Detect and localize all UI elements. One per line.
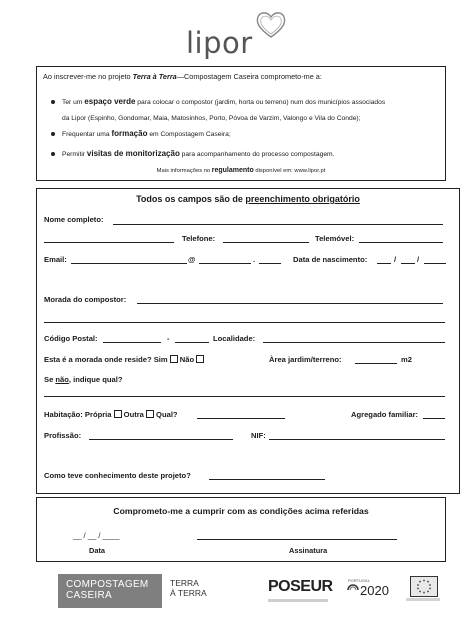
- birth-year-field[interactable]: [424, 263, 446, 264]
- intro-project: Terra à Terra: [132, 72, 177, 81]
- portugal-2020-logo: 2020: [360, 583, 389, 598]
- terra-a-terra-logo: [170, 578, 207, 598]
- intro-suffix: —Compostagem Caseira comprometo-me a:: [176, 72, 322, 81]
- label-area: Àrea jardim/terreno:: [269, 355, 342, 364]
- checkbox-outra[interactable]: [146, 410, 154, 418]
- form-title-pre: Todos os campos são de: [136, 194, 246, 204]
- compostagem-line2: CASEIRA: [66, 590, 113, 601]
- habitacao-qual-field[interactable]: [197, 418, 285, 419]
- morada-field-cont[interactable]: [44, 322, 445, 323]
- nif-field[interactable]: [269, 439, 445, 440]
- bullet-icon: [51, 100, 55, 104]
- postal-code-field[interactable]: [103, 342, 161, 343]
- label-outra: Outra: [123, 410, 144, 419]
- bullet-icon: [51, 152, 55, 156]
- info-bold: regulamento: [211, 167, 254, 174]
- heart-icon: [254, 10, 288, 40]
- email-tld-field[interactable]: [259, 263, 281, 264]
- portugal-label: PORTUGAL: [348, 578, 370, 583]
- se-nao: não: [55, 375, 69, 384]
- poseur-logo: POSEUR: [268, 578, 333, 595]
- label-se-nao: [44, 375, 123, 384]
- bullet3-pre: Permitir: [62, 151, 87, 158]
- poseur-sublogos-icon: [268, 599, 328, 603]
- morada-field[interactable]: [137, 303, 443, 304]
- label-agregado: Agregado familiar:: [351, 410, 419, 419]
- label-email: Email:: [44, 255, 67, 264]
- agregado-field[interactable]: [423, 418, 445, 419]
- se-pre: Se: [44, 375, 56, 384]
- label-profissao: Profissão:: [44, 431, 82, 440]
- date-label: Data: [89, 546, 106, 555]
- date-field[interactable]: __ / __ / ____: [73, 531, 120, 540]
- compostagem-caseira-logo: [58, 574, 162, 608]
- label-codigo-postal: Código Postal:: [44, 334, 98, 343]
- terra-line1: TERRA: [170, 578, 199, 588]
- checkbox-sim[interactable]: [170, 355, 178, 363]
- form-title-underlined: preenchimento obrigatório: [245, 194, 360, 204]
- profissao-field[interactable]: [89, 439, 233, 440]
- outra-morada-field[interactable]: [44, 396, 445, 397]
- se-post: , indique qual?: [68, 375, 123, 384]
- eu-flag-icon: [410, 576, 438, 597]
- portugal-2020-emblem-icon: [346, 583, 360, 597]
- info-post: disponível em: www.lipor.pt: [253, 168, 326, 174]
- label-nome: Nome completo:: [44, 215, 104, 224]
- bullet3-post: para acompanhamento do processo compostagem.: [179, 151, 335, 158]
- postal-suffix-field[interactable]: [175, 342, 209, 343]
- label-qual: Qual?: [156, 410, 178, 419]
- birth-day-field[interactable]: [377, 263, 391, 264]
- label-nao: Não: [179, 355, 195, 364]
- area-field[interactable]: [355, 363, 397, 364]
- email-user-field[interactable]: [71, 263, 187, 264]
- footer-logos: [0, 572, 474, 618]
- signature-label: Assinatura: [289, 546, 328, 555]
- email-dot: .: [253, 255, 256, 264]
- label-morada-reside: [44, 355, 204, 364]
- registration-form: [36, 188, 460, 494]
- label-localidade: Localidade:: [213, 334, 256, 343]
- habitacao-propria: Habitação: Própria: [44, 410, 112, 419]
- label-habitacao: [44, 410, 178, 419]
- bullet1-pre: Ter um: [62, 99, 85, 106]
- bullet3-bold: visitas de monitorização: [86, 149, 180, 158]
- label-m2: m2: [401, 355, 412, 364]
- label-nascimento: Data de nascimento:: [293, 255, 368, 264]
- bullet1-cont: da Lipor (Espinho, Gondomar, Maia, Matosinhos, Porto, Póvoa de Varzim, Valongo e Vila do Conde);: [62, 115, 361, 122]
- commitment-text: Comprometo-me a cumprir com as condições acima referidas: [113, 506, 369, 516]
- bullet-item-visitas: [51, 149, 334, 158]
- bullet2-pre: Frequentar uma: [62, 131, 112, 138]
- conhecimento-field[interactable]: [209, 479, 325, 480]
- bullet-item-espaco: [51, 97, 385, 122]
- eu-caption-icon: [406, 598, 440, 602]
- telefone-field[interactable]: [223, 242, 309, 243]
- label-telemovel: Telemóvel:: [315, 234, 355, 243]
- email-at: @: [188, 255, 196, 264]
- localidade-field[interactable]: [263, 342, 445, 343]
- nome-field[interactable]: [113, 224, 443, 225]
- birth-month-field[interactable]: [401, 263, 415, 264]
- lipor-logo: [186, 26, 296, 62]
- telemovel-field[interactable]: [359, 242, 443, 243]
- postal-dash: -: [167, 334, 170, 343]
- bullet2-bold: formação: [111, 129, 148, 138]
- checkbox-propria[interactable]: [114, 410, 122, 418]
- email-domain-field[interactable]: [199, 263, 251, 264]
- bullet-item-formacao: [51, 129, 231, 138]
- bullet2-post: em Compostagem Caseira;: [147, 131, 231, 138]
- slash-2: /: [417, 255, 420, 264]
- compostagem-line1: COMPOSTAGEM: [66, 579, 149, 590]
- label-conhecimento: Como teve conhecimento deste projeto?: [44, 471, 191, 480]
- commitment-box: [36, 497, 446, 562]
- label-nif: NIF:: [251, 431, 266, 440]
- signature-field[interactable]: [197, 539, 397, 540]
- slash-1: /: [394, 255, 397, 264]
- more-info-text: [37, 167, 445, 174]
- nome-field-cont[interactable]: [44, 242, 174, 243]
- morada-question: Esta é a morada onde reside? Sim: [44, 355, 168, 364]
- bullet1-bold: espaço verde: [84, 97, 136, 106]
- label-morada: Morada do compostor:: [44, 295, 127, 304]
- terra-line2: À TERRA: [170, 588, 207, 598]
- form-title: [37, 194, 459, 204]
- checkbox-nao[interactable]: [196, 355, 204, 363]
- logo-text: lipor: [186, 26, 253, 60]
- intro-prefix: Ao inscrever-me no projeto: [43, 72, 133, 81]
- bullet1-post: para colocar o compostor (jardim, horta ou terreno) num dos municípios associados: [135, 99, 386, 106]
- label-telefone: Telefone:: [182, 234, 216, 243]
- intro-text: [43, 72, 322, 81]
- info-box: [36, 66, 446, 181]
- bullet-icon: [51, 132, 55, 136]
- info-pre: Mais informações no: [156, 168, 212, 174]
